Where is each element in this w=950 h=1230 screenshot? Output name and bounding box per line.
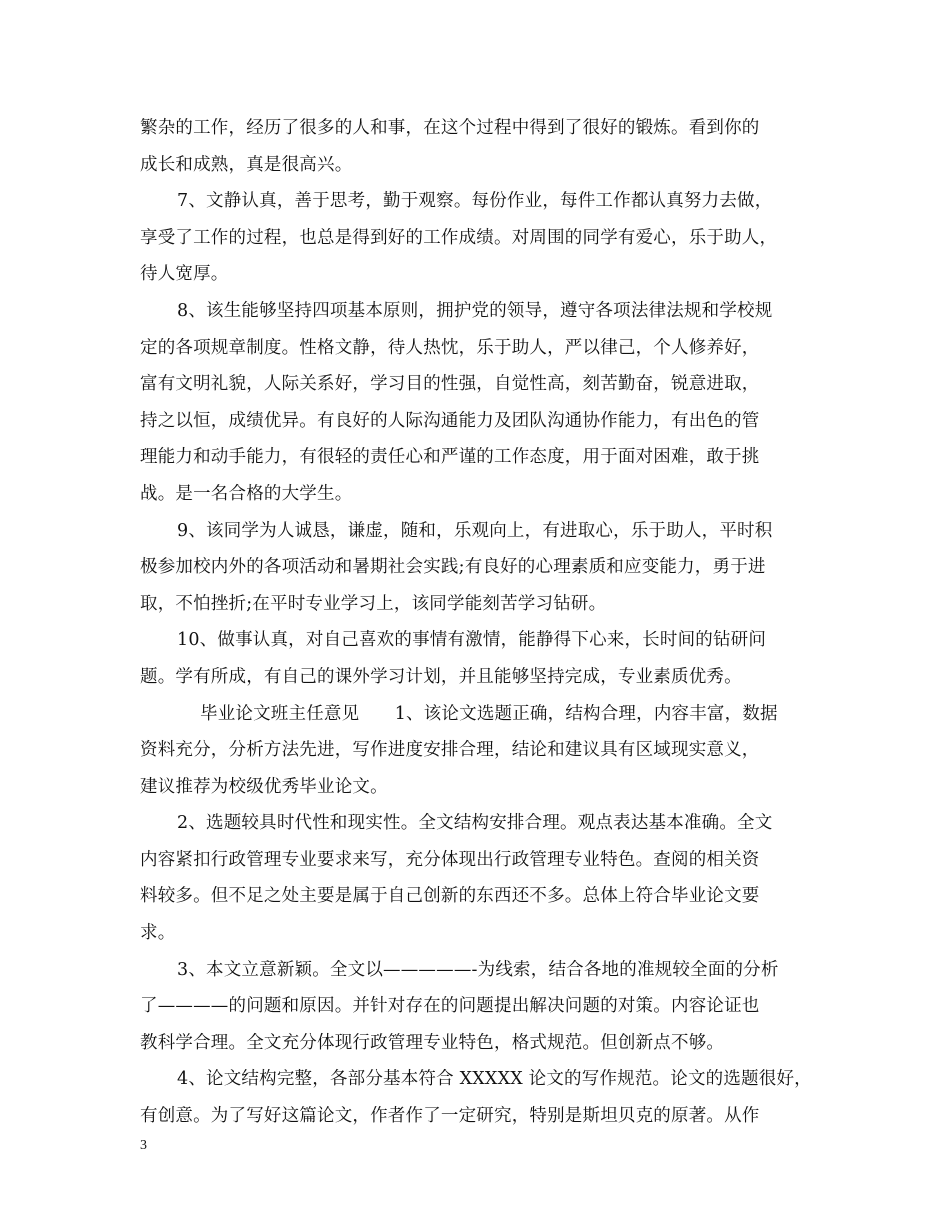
text-line: 定的各项规章制度。性格文静，待人热忱，乐于助人，严以律己，个人修养好，	[140, 337, 760, 358]
document-body	[140, 110, 812, 1135]
paragraph-9-start: 9、该同学为人诚恳，谦虚，随和，乐观向上，有进取心，乐于助人，平时积	[177, 520, 773, 541]
text-line: 享受了工作的过程，也总是得到好的工作成绩。对周围的同学有爱心，乐于助人，	[140, 227, 778, 248]
text-line: 建议推荐为校级优秀毕业论文。	[140, 776, 388, 797]
text-line: 教科学合理。全文充分体现行政管理专业特色，格式规范。但创新点不够。	[140, 1032, 725, 1053]
text-line: 取，不怕挫折;在平时专业学习上，该同学能刻苦学习钻研。	[140, 593, 607, 614]
text-line: 富有文明礼貌，人际关系好，学习目的性强，自觉性高，刻苦勤奋，锐意进取，	[140, 374, 760, 395]
opinion-4-start: 4、论文结构完整，各部分基本符合 XXXXX 论文的写作规范。论文的选题很好，	[177, 1069, 812, 1090]
paragraph-7-start: 7、文静认真，善于思考，勤于观察。每份作业，每件工作都认真努力去做，	[177, 191, 773, 212]
page-number: 3	[140, 1138, 147, 1153]
text-line: 料较多。但不足之处主要是属于自己创新的东西还不多。总体上符合毕业论文要	[140, 886, 760, 907]
text-line: 持之以恒，成绩优异。有良好的人际沟通能力及团队沟通协作能力，有出色的管	[140, 410, 760, 431]
text-line: 繁杂的工作，经历了很多的人和事，在这个过程中得到了很好的锻炼。看到你的	[140, 118, 760, 138]
opinion-2-start: 2、选题较具时代性和现实性。全文结构安排合理。观点表达基本准确。全文	[177, 813, 773, 834]
paragraph-10-start: 10、做事认真，对自己喜欢的事情有激情，能静得下心来，长时间的钻研问	[177, 630, 767, 651]
opinion-3-start: 3、本文立意新颖。全文以—————-为线索，结合各地的准规较全面的分析	[177, 959, 779, 980]
text-line: 待人宽厚。	[140, 264, 229, 285]
thesis-opinion-heading: 毕业论文班主任意见 1、该论文选题正确，结构合理，内容丰富，数据	[200, 703, 778, 724]
text-line: 了————的问题和原因。并针对存在的问题提出解决问题的对策。内容论证也	[140, 996, 760, 1017]
text-line: 理能力和动手能力，有很轻的责任心和严谨的工作态度，用于面对困难，敢于挑	[140, 447, 760, 468]
text-line: 战。是一名合格的大学生。	[140, 483, 353, 504]
text-line: 资料充分，分析方法先进，写作进度安排合理，结论和建议具有区域现实意义，	[140, 740, 760, 761]
paragraph-8-start: 8、该生能够坚持四项基本原则，拥护党的领导，遵守各项法律法规和学校规	[177, 300, 773, 321]
text-line: 极参加校内外的各项活动和暑期社会实践;有良好的心理素质和应变能力，勇于进	[140, 557, 766, 578]
text-line: 题。学有所成，有自己的课外学习计划，并且能够坚持完成，专业素质优秀。	[140, 666, 742, 687]
text-line: 有创意。为了写好这篇论文，作者作了一定研究，特别是斯坦贝克的原著。从作	[140, 1106, 760, 1127]
text-line: 成长和成熟，真是很高兴。	[140, 154, 353, 175]
text-line: 求。	[140, 923, 176, 944]
text-line: 内容紧扣行政管理专业要求来写，充分体现出行政管理专业特色。查阅的相关资	[140, 849, 760, 870]
